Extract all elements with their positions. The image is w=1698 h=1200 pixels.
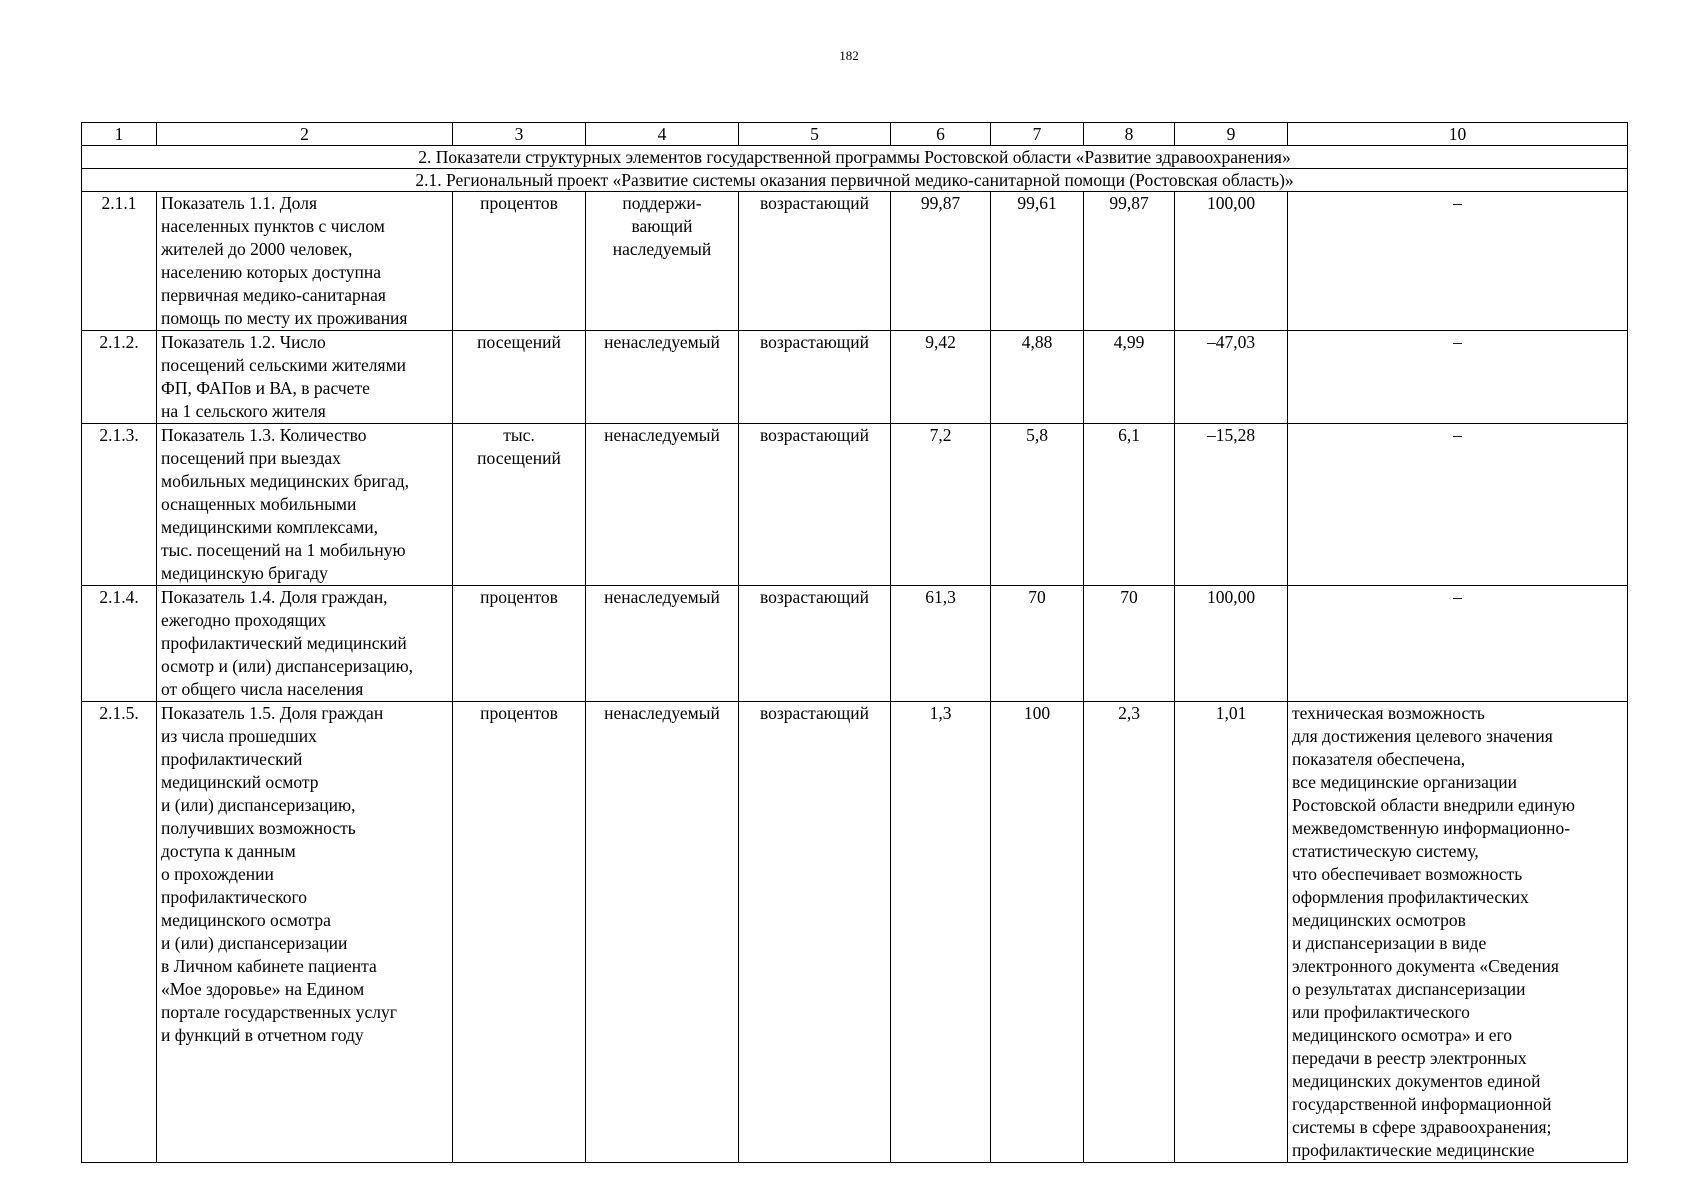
indicator-direction: возрастающий (739, 702, 891, 1163)
value-col-9: 1,01 (1175, 702, 1288, 1163)
table-row (82, 424, 1628, 586)
unit-of-measure: процентов (453, 702, 586, 1163)
indicator-name: Показатель 1.4. Доля граждан, ежегодно проходящих профилактический медицинский осмотр и (или) диспансеризацию, от общего числа населения (157, 586, 453, 702)
row-number: 2.1.5. (82, 702, 157, 1163)
column-header: 7 (991, 123, 1084, 146)
indicator-type: ненаследуемый (586, 424, 739, 586)
section-title-row (82, 146, 1628, 169)
indicator-name: Показатель 1.2. Число посещений сельскими жителями ФП, ФАПов и ВА, в расчете на 1 сельского жителя (157, 331, 453, 424)
unit-of-measure: посещений (453, 331, 586, 424)
column-header: 10 (1288, 123, 1628, 146)
value-col-9: 100,00 (1175, 192, 1288, 331)
row-number: 2.1.2. (82, 331, 157, 424)
indicator-type: ненаследуемый (586, 586, 739, 702)
value-col-8: 6,1 (1084, 424, 1175, 586)
indicator-direction: возрастающий (739, 331, 891, 424)
column-header: 4 (586, 123, 739, 146)
indicator-name: Показатель 1.1. Доля населенных пунктов с числом жителей до 2000 человек, населению которых доступна первичная медико-санитарная помощь по месту их проживания (157, 192, 453, 331)
value-col-6: 1,3 (891, 702, 991, 1163)
value-col-9: –47,03 (1175, 331, 1288, 424)
note: – (1288, 331, 1628, 424)
column-header: 8 (1084, 123, 1175, 146)
value-col-9: 100,00 (1175, 586, 1288, 702)
column-header: 3 (453, 123, 586, 146)
column-header: 5 (739, 123, 891, 146)
value-col-8: 2,3 (1084, 702, 1175, 1163)
value-col-7: 99,61 (991, 192, 1084, 331)
indicators-table (81, 122, 1628, 1163)
note: – (1288, 586, 1628, 702)
indicator-direction: возрастающий (739, 586, 891, 702)
subsection-title-row (82, 169, 1628, 192)
unit-of-measure: процентов (453, 192, 586, 331)
table-row (82, 192, 1628, 331)
indicator-name: Показатель 1.5. Доля граждан из числа прошедших профилактический медицинский осмотр и (или) диспансеризацию, получивших возможность доступа к данным о прохождении профилактического медицинского осмотра и (или) диспансеризации в Личном кабинете пациента «Мое здоровье» на Едином портале государственных услуг и функций в отчетном году (157, 702, 453, 1163)
value-col-8: 4,99 (1084, 331, 1175, 424)
table-row (82, 331, 1628, 424)
row-number: 2.1.1 (82, 192, 157, 331)
value-col-6: 7,2 (891, 424, 991, 586)
unit-of-measure: тыс. посещений (453, 424, 586, 586)
value-col-8: 70 (1084, 586, 1175, 702)
column-header: 6 (891, 123, 991, 146)
value-col-6: 99,87 (891, 192, 991, 331)
row-number: 2.1.3. (82, 424, 157, 586)
value-col-6: 9,42 (891, 331, 991, 424)
row-number: 2.1.4. (82, 586, 157, 702)
page-number: 182 (839, 48, 859, 63)
indicator-type: ненаследуемый (586, 702, 739, 1163)
indicator-type: ненаследуемый (586, 331, 739, 424)
column-number-row (82, 123, 1628, 146)
value-col-7: 4,88 (991, 331, 1084, 424)
table-row (82, 586, 1628, 702)
note: – (1288, 424, 1628, 586)
value-col-6: 61,3 (891, 586, 991, 702)
column-header: 1 (82, 123, 157, 146)
indicator-direction: возрастающий (739, 192, 891, 331)
unit-of-measure: процентов (453, 586, 586, 702)
subsection-title: 2.1. Региональный проект «Развитие системы оказания первичной медико-санитарной помощи (Ростовская область)» (82, 169, 1628, 192)
value-col-9: –15,28 (1175, 424, 1288, 586)
value-col-7: 5,8 (991, 424, 1084, 586)
section-title: 2. Показатели структурных элементов государственной программы Ростовской области «Развитие здравоохранения» (82, 146, 1628, 169)
column-header: 2 (157, 123, 453, 146)
indicator-type: поддержи- вающий наследуемый (586, 192, 739, 331)
column-header: 9 (1175, 123, 1288, 146)
value-col-7: 100 (991, 702, 1084, 1163)
indicator-name: Показатель 1.3. Количество посещений при выездах мобильных медицинских бригад, оснащенных мобильными медицинскими комплексами, тыс. посещений на 1 мобильную медицинскую бригаду (157, 424, 453, 586)
table-row (82, 702, 1628, 1163)
note: – (1288, 192, 1628, 331)
value-col-8: 99,87 (1084, 192, 1175, 331)
note: техническая возможность для достижения целевого значения показателя обеспечена, все медицинские организации Ростовской области внедрили единую межведомственную информационно- статистическую систему, что обеспечивает возможность оформления профилактических медицинских осмотров и диспансеризации в виде электронного документа «Сведения о результатах диспансеризации или профилактического медицинского осмотра» и его передачи в реестр электронных медицинских документов единой государственной информационной системы в сфере здравоохранения; профилактические медицинские (1288, 702, 1628, 1163)
value-col-7: 70 (991, 586, 1084, 702)
indicator-direction: возрастающий (739, 424, 891, 586)
